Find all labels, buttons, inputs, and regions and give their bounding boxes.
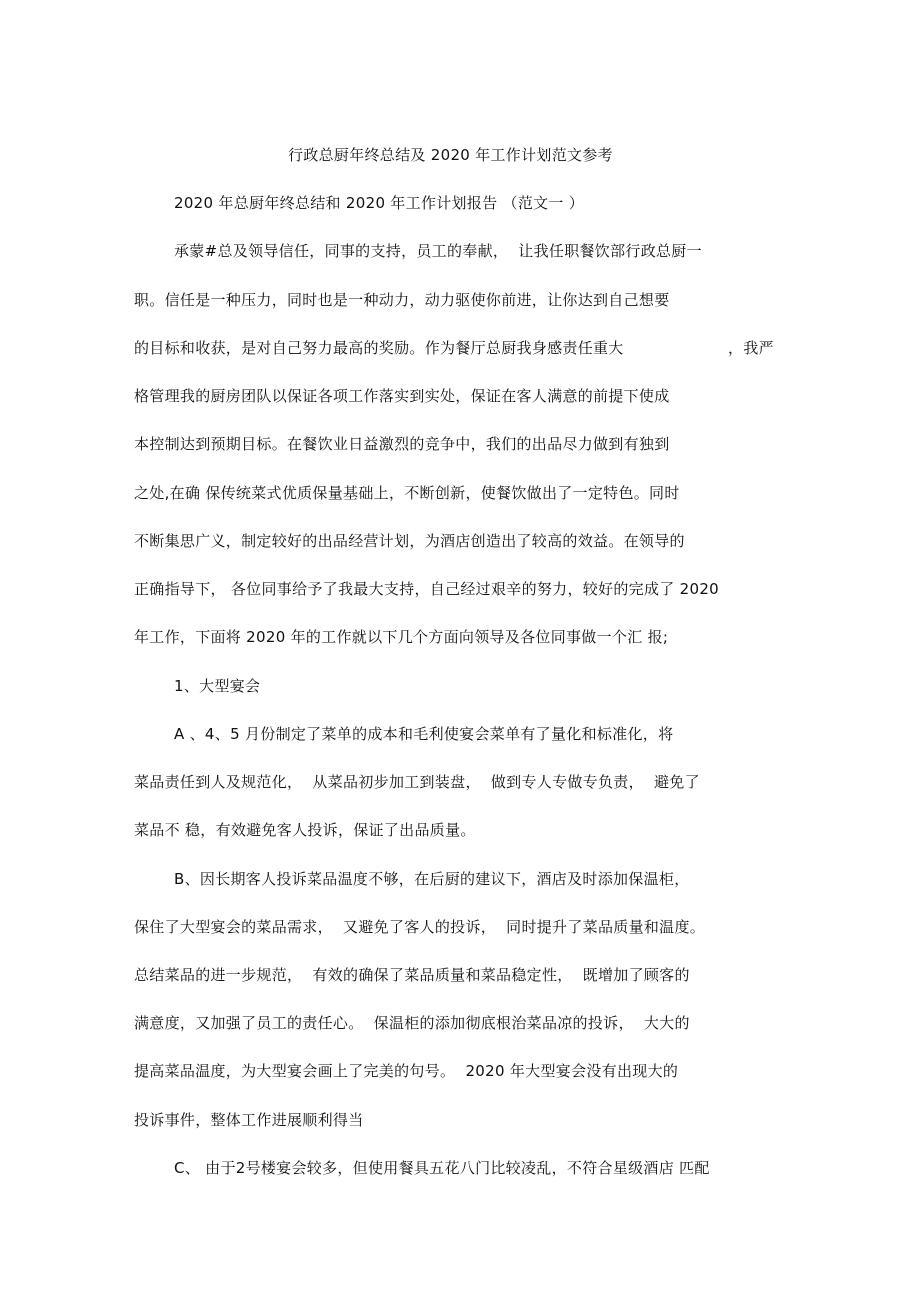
paragraph-line: 本控制达到预期目标。在餐饮业日益激烈的竞争中，我们的出品尽力做到有独到 [134,435,670,453]
document-subtitle: 2020 年总厨年终总结和 2020 年工作计划报告 （范文一 ） [174,194,585,212]
paragraph-line: 的目标和收获，是对自己努力最高的奖励。作为餐厅总厨我身感责任重大 [134,339,624,357]
paragraph-line: 不断集思广义，制定较好的出品经营计划，为酒店创造出了较高的效益。在领导的 [134,532,685,550]
document-title: 行政总厨年终总结及 2020 年工作计划范文参考 [288,146,613,164]
paragraph-line: ，我严 [728,339,774,357]
paragraph-line: 正确指导下， 各位同事给予了我最大支持，自己经过艰辛的努力，较好的完成了 2020 [134,580,720,598]
paragraph-line: 投诉事件，整体工作进展顺利得当 [134,1111,364,1129]
paragraph-line: 总结菜品的进一步规范， 有效的确保了菜品质量和菜品稳定性， 既增加了顾客的 [134,966,690,984]
paragraph-line: 保住了大型宴会的菜品需求， 又避免了客人的投诉， 同时提升了菜品质量和温度。 [134,918,706,936]
paragraph-line: 职。信任是一种压力，同时也是一种动力，动力驱使你前进，让你达到自己想要 [134,291,670,309]
paragraph-line: B、因长期客人投诉菜品温度不够，在后厨的建议下，酒店及时添加保温柜， [174,870,690,888]
paragraph-line: 承蒙#总及领导信任，同事的支持，员工的奉献， 让我任职餐饮部行政总厨一 [174,242,702,260]
paragraph-line: 满意度，又加强了员工的责任心。 保温柜的添加彻底根治菜品凉的投诉， 大大的 [134,1014,690,1032]
paragraph-line: 格管理我的厨房团队以保证各项工作落实到实处，保证在客人满意的前提下使成 [134,387,670,405]
paragraph-line: 提高菜品温度，为大型宴会画上了完美的句号。 2020 年大型宴会没有出现大的 [134,1062,679,1080]
paragraph-line: 菜品责任到人及规范化， 从菜品初步加工到装盘， 做到专人专做专负责， 避免了 [134,773,700,791]
paragraph-line: 之处,在确 保传统菜式优质保量基础上，不断创新，使餐饮做出了一定特色。同时 [134,484,680,502]
paragraph-line: 年工作，下面将 2020 年的工作就以下几个方面向领导及各位同事做一个汇 报; [134,628,669,646]
paragraph-line: A 、4、5 月份制定了菜单的成本和毛利使宴会菜单有了量化和标准化，将 [174,725,674,743]
paragraph-line: 菜品不 稳，有效避免客人投诉，保证了出品质量。 [134,821,476,839]
paragraph-line: C、 由于2号楼宴会较多，但使用餐具五花八门比较凌乱，不符合星级酒店 匹配 [174,1159,710,1177]
section-heading: 1、大型宴会 [174,677,261,695]
